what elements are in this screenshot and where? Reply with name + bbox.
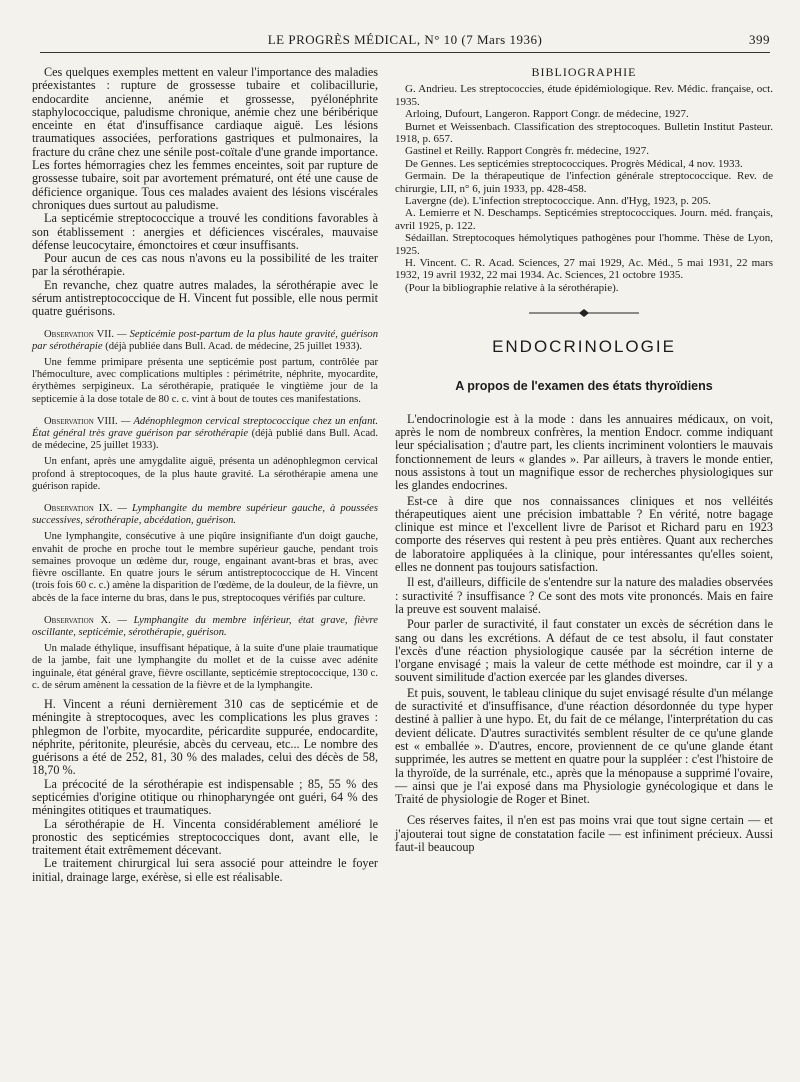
observation-title: — Lymphangite du membre inférieur, état grave, fièvre oscillante, septicémie, sérothérapie, guérison. xyxy=(32,614,378,638)
paragraph: Ces réserves faites, il n'en est pas moins vrai que tout signe certain — et j'ajouterai tout signe de constatation facile — est infiniment précieux. Aussi faut-il beaucoup xyxy=(395,813,773,854)
bibliography-entry: Sédaillan. Streptocoques hémolytiques pathogènes pour l'homme. Thèse de Lyon, 1925. xyxy=(395,232,773,257)
paragraph: Le traitement chirurgical lui sera associé pour atteindre le foyer initial, drainage large, exérèse, si elle est réalisable. xyxy=(32,856,378,884)
observation-text: Une lymphangite, consécutive à une piqûre insignifiante d'un doigt gauche, envahit de proche en proche tout le membre supérieur gauche, pendant trois semaines provoque un œdème dur, rouge, engainant avant-bras et bras, avec fièvre oscillante. En quatre jours le sérum antistreptococcique de H. Vincent (trois fois 60 c. c.) amène la disparition de l'œdème, de la douleur, de la fièvre, un abcès de la face interne du bras, dans le pus, streptocoques vérifiés par culture. xyxy=(32,531,378,604)
paragraph: L'endocrinologie est à la mode : dans les annuaires médicaux, on voit, après le nom de nombreux confrères, la mention Endocr. comme indiquant leur spécialisation ; d'autre part, les clients incriminent volontiers le mauvais fonctionnement de leurs « glandes ». Par ailleurs, à travers le monde entier, nous assistons à tout un magnifique essor de recherches physiologiques sur les glandes endocrines. xyxy=(395,411,773,493)
paragraph: En revanche, chez quatre autres malades, la sérothérapie avec le sérum antistreptococcique de H. Vincent fut possible, elle nous permit quatre guérisons. xyxy=(32,277,378,319)
observation-label: Observation VIII. xyxy=(44,415,118,427)
bibliography-entry: (Pour la bibliographie relative à la sérothérapie). xyxy=(405,281,619,294)
bibliography-entry: Arloing, Dufourt, Langeron. Rapport Congr. de médecine, 1927. xyxy=(405,108,689,121)
paragraph: Pour parler de suractivité, il faut constater un excès de sécrétion dans le sang ou dans les excrétions. A défaut de ce test absolu, il faut constater l'excès d'une réaction physiologique causée par la sécrétion interne de l'organe envisagé ; mais la valeur de cette méthode est moindre, car il y a souvent similitude d'action exercée par les glandes diverses. xyxy=(395,617,773,685)
observation-label: Observation IX. xyxy=(44,503,113,515)
paragraph: Ces quelques exemples mettent en valeur l'importance des maladies préexistantes : rupture de grossesse tubaire et colibacillurie, endocardite ancienne, anémie et grossesse, pyélonéphrite staphylococcique, paludisme chronique, anémie chez une béribérique enceinte en état d'insuffisance cardiaque aiguë. Les lésions traumatiques associées, perforations gastriques et pulmonaires, la fracture du crâne chez une sénile post-coïtale d'une grande importance. Les fortes hémorragies chez les femmes enceintes, soit par rupture de grossesse tubaire, soit par avortement prématuré, ont été une cause de déficience organique. Tous ces malades avaient des lésions viscérales chroniques dues surtout au paludisme. xyxy=(32,65,378,212)
bibliography-title: BIBLIOGRAPHIE xyxy=(531,65,637,79)
bibliography-entry: G. Andrieu. Les streptococcies, étude épidémiologique. Rev. Médic. française, oct. 1935. xyxy=(395,83,773,108)
observation-title: — Septicémie post-partum de la plus haute gravité, guérison par sérothérapie xyxy=(32,328,379,352)
observation-ref: (déjà publié dans Bull. Acad. de médecine, 25 juillet 1933). xyxy=(32,428,378,452)
paragraph: Et puis, souvent, le tableau clinique du sujet envisagé résulte d'un mélange de suractivité et d'insuffisance, d'une réaction désordonnée du type hyper destiné à pallier à une hypo. Et, du fait de ce mélange, l'interprétation du cas devient délicate. D'autres suractivités semblent résulter de ce qu'une glande est « emballée ». D'autres, encore, proviennent de ce qu'une glande étant supprimée, les autres se mettent en quatre pour la suppléer : c'est l'histoire de la thyroïde, de la surrénale, etc., après que la ménopause a supprimé l'ovaire, — ainsi que je l'ai exposé dans ma Physiologie gynécologique et dans le Traité de physiologie de Roger et Binet. xyxy=(395,685,773,807)
ornamental-divider xyxy=(529,308,639,318)
paragraph: La septicémie streptococcique a trouvé les conditions favorables à son établissement : anergies et déficiences viscérales, mauvaise défense leucocytaire, émonctoires et cœur insuffisants. xyxy=(32,211,378,252)
observation-title: — Adénophlegmon cervical streptococcique chez un enfant. État général très grave guérison par sérothérapie xyxy=(32,415,378,440)
bibliography-entry: Gastinel et Reilly. Rapport Congrès fr. médecine, 1927. xyxy=(405,145,649,158)
observation-text: Un malade éthylique, insuffisant hépatique, à la suite d'une plaie traumatique de la jambe, fait une lymphangite du mollet et de la cuisse avec adénite inguinale, état général grave, fièvre oscillante, septicémie streptococcique, 130 c. c. de sérum amènent la cessation de la fièvre et de la lymphangite. xyxy=(32,643,378,691)
left-column xyxy=(32,66,378,884)
observation-text: Un enfant, après une amygdalite aiguë, présenta un adénophlegmon cervical profond à streptocoques, de la plus haute gravité. La sérothérapie amena une guérison rapide. xyxy=(32,456,378,492)
section-heading: ENDOCRINOLOGIE xyxy=(492,337,676,357)
observation-8 xyxy=(32,416,378,493)
article-title: A propos de l'examen des états thyroïdiens xyxy=(455,378,713,393)
page-number: 399 xyxy=(749,32,770,47)
paragraph: Il est, d'ailleurs, difficile de s'entendre sur la nature des maladies observées : suractivité ? insuffisance ? Ce sont des mots vite prononcés. Mais en faire la preuve est souvent malaisé. xyxy=(395,575,773,616)
paragraph: Pour aucun de ces cas nous n'avons eu la possibilité de les traiter par la sérothérapie. xyxy=(32,251,378,279)
bibliography-entry: Lavergne (de). L'infection streptococcique. Ann. d'Hyg, 1923, p. 205. xyxy=(405,194,711,207)
article-body xyxy=(395,413,773,855)
bibliography-entry: H. Vincent. C. R. Acad. Sciences, 27 mai 1929, Ac. Méd., 5 mai 1931, 22 mars 1932, 19 avril 1932, 22 mai 1934. Ac. Sciences, 21 octobre 1935. xyxy=(395,256,773,282)
observation-10 xyxy=(32,615,378,692)
running-header xyxy=(40,30,770,53)
paragraph: Est-ce à dire que nos connaissances cliniques et nos velléités thérapeutiques aient une précision imbattable ? En vérité, notre bagage clinique est mince et l'excellent livre de Parisot et Richard paru en 1923 comporte des réserves qui restent à peu près entières. Quant aux recherches de laboratoire appliquées à la clinique, pour intéressantes qu'elles soient, elles ne donnent pas toujours satisfaction. xyxy=(395,493,773,575)
paragraph: La précocité de la sérothérapie est indispensable ; 85, 55 % des septicémies d'origine otitique ou rhinopharyngée ont guéri, 64 % des méningites otitiques et traumatiques. xyxy=(32,776,378,818)
observation-title: — Lymphangite du membre supérieur gauche, à poussées successives, sérothérapie, abcédation, guérison. xyxy=(32,503,378,527)
observation-9 xyxy=(32,503,378,605)
bibliography-entry: A. Lemierre et N. Deschamps. Septicémies streptococciques. Journ. méd. français, avril 1925, p. 122. xyxy=(395,207,773,232)
observation-ref: (déjà publiée dans Bull. Acad. de médecine, 25 juillet 1933). xyxy=(105,340,363,352)
bibliography-entry: Germain. De la thérapeutique de l'infection générale streptococcique. Rev. de chirurgie, LII, n° 6, juin 1933, pp. 428-458. xyxy=(395,170,773,195)
paragraph: La sérothérapie de H. Vincenta considérablement amélioré le pronostic des septicémies streptococciques dont, avant elle, le traitement était extrêmement décevant. xyxy=(32,816,378,858)
observation-label: Observation X. xyxy=(44,614,111,626)
observation-label: Observation VII. xyxy=(44,328,114,340)
observation-text: Une femme primipare présenta une septicémie post partum, contrôlée par l'hémoculture, avec complications multiples : périmétrite, néphrite, myocardite, érythèmes serpigineux. La sérothérapie, pratiquée le vingtième jour de la septicemie à la dose totale de 80 c. c. vint à bout de toutes ces manifestations. xyxy=(32,357,378,405)
paragraph: H. Vincent a réuni dernièrement 310 cas de septicémie et de méningite à streptocoques, avec les complications les plus graves : phlegmon de l'orbite, myocardite, péricardite suppurée, endocardite, néphrite, péritonite, pleurésie, abcès du cerveau, etc... Le nombre des guérisons a été de 252, 81, 30 % des malades, celui des décès de 58, 18,70 %. xyxy=(32,696,378,778)
bibliography-entry: De Gennes. Les septicémies streptococciques. Progrès Médical, 4 nov. 1933. xyxy=(405,157,743,170)
right-column xyxy=(395,66,773,856)
bibliography-list xyxy=(395,83,773,294)
observation-7 xyxy=(32,329,378,406)
journal-title: LE PROGRÈS MÉDICAL, N° 10 (7 Mars 1936) xyxy=(267,32,543,47)
bibliography-entry: Burnet et Weissenbach. Classification des streptocoques. Bulletin Institut Pasteur. 1918, p. 657. xyxy=(395,120,773,145)
